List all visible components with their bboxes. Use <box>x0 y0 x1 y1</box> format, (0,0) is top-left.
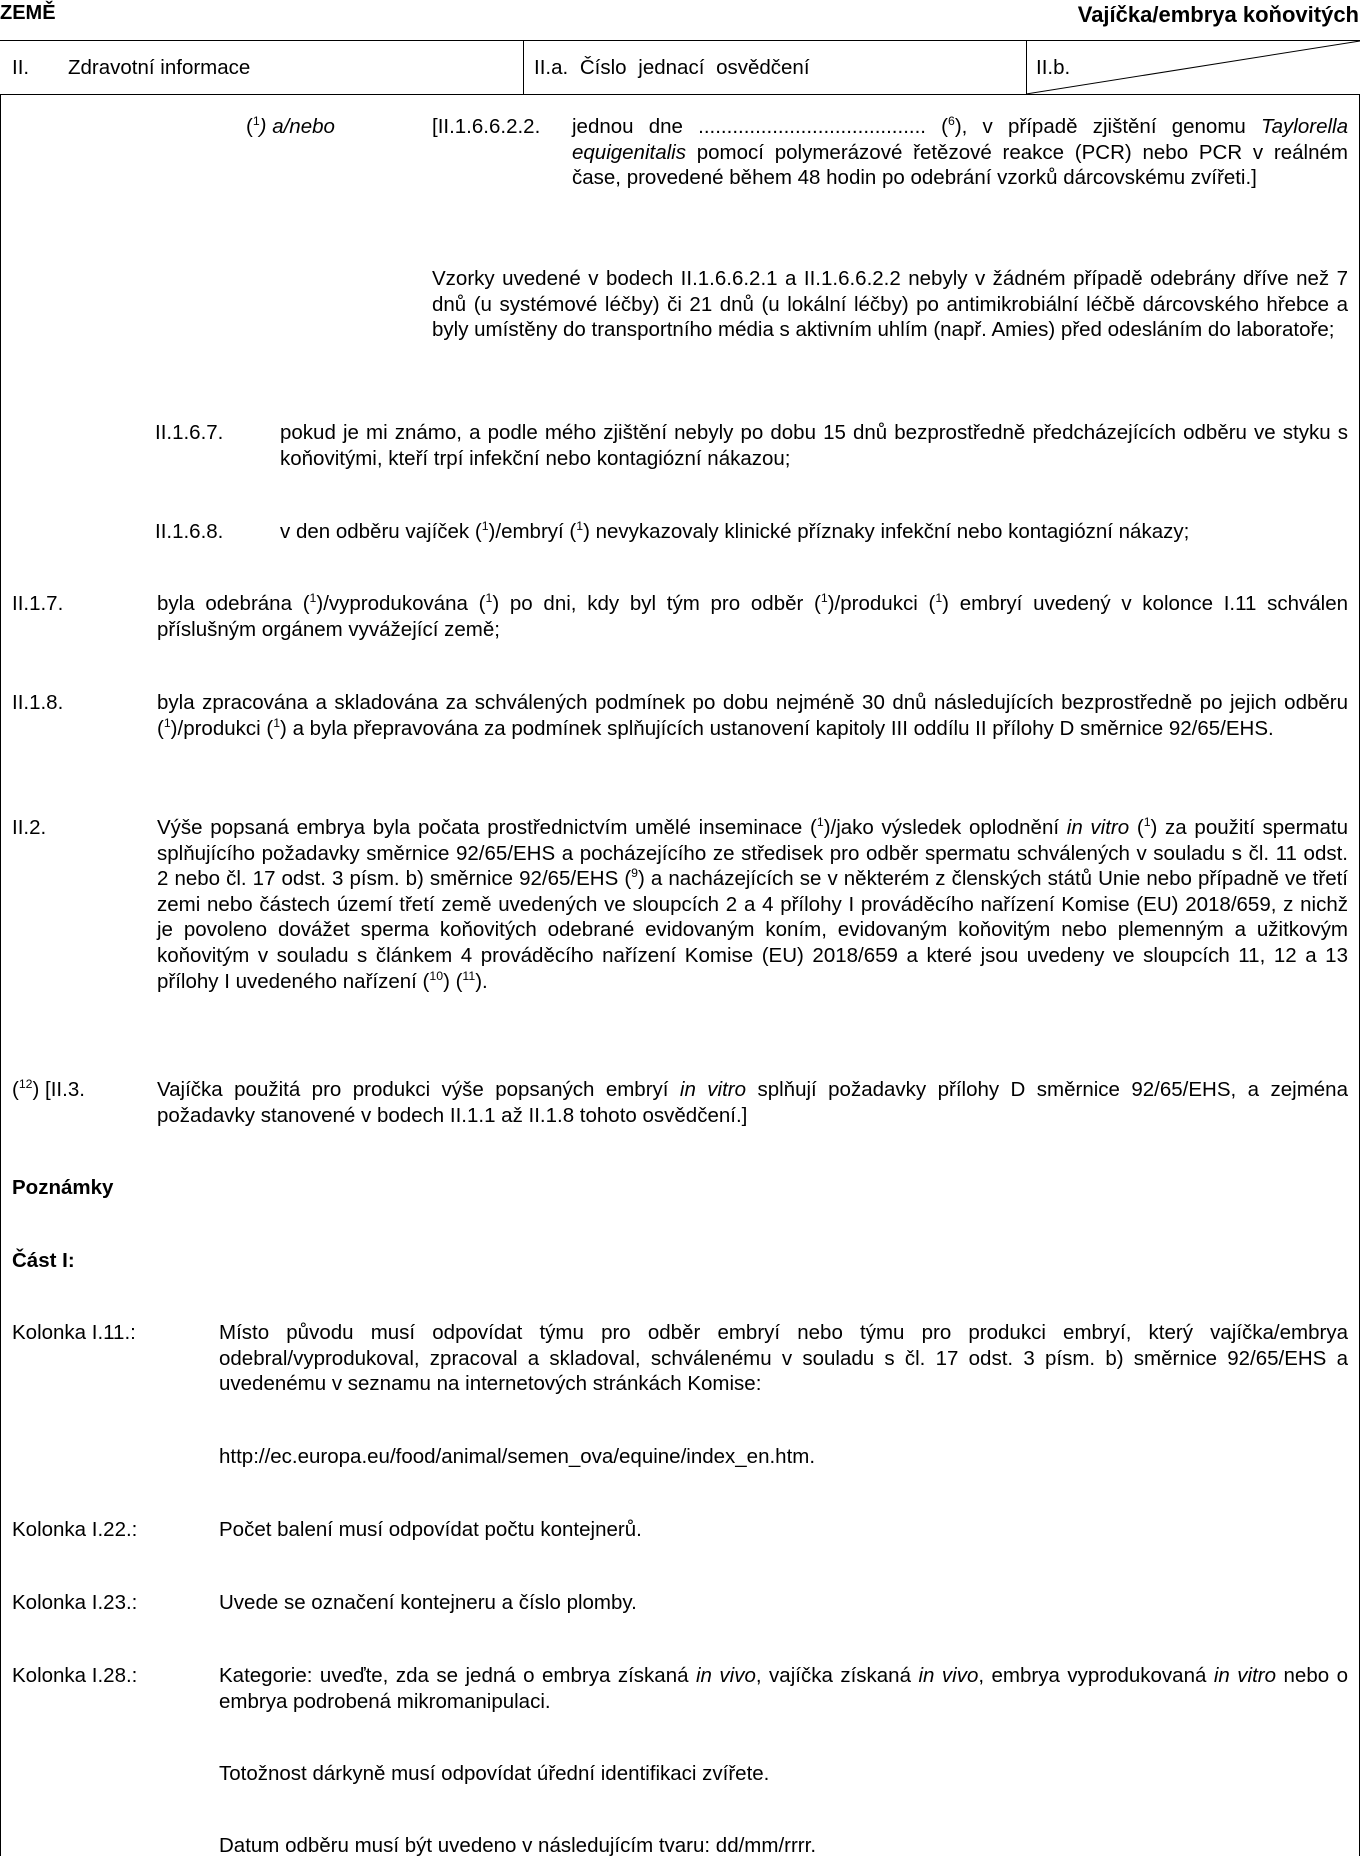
header-divider <box>523 41 524 94</box>
clause-text: byla odebrána ($^1$)/vyprodukována ($^1$) po dni, kdy byl tým pro odběr ($^1$)/produkci ($^1$) embryí uvedený v kolonce I.11 schválen příslušným orgánem vyvážející země; <box>157 591 1349 641</box>
clause-code: II.1.7. <box>12 592 64 615</box>
note-text: Uvede se označení kontejneru a číslo plomby. <box>219 1591 637 1614</box>
note-text: Místo původu musí odpovídat týmu pro odběr embryí nebo týmu pro produkci embryí, který vajíčka/embrya odebral/vyprodukoval, zpracoval a skladoval, schválenému v souladu s čl. 17 odst. 3 písm. b) směrnice 92/65/EHS a uvedenému v seznamu na internetových stránkách Komise: <box>219 1321 1348 1396</box>
clause-code: II.1.8. <box>12 691 64 714</box>
clause-text: v den odběru vajíček ($^1$)/embryí ($^1$) nevykazovaly klinické příznaky infekční nebo kontagiózní nákazy; <box>280 519 1190 543</box>
clause-text: Výše popsaná embrya byla počata prostřednictvím umělé inseminace ($^1$)/jako výsledek oplodnění in vitro ($^1$) za použití spermatu splňujícího požadavky směrnice 92/65/EHS a pocházejícího ze středisek pro odběr spermatu schválených v souladu s čl. 11 odst. 2 nebo čl. 17 odst. 3 písm. b) směrnice 92/65/EHS ($^9$) a nacházejících se v některém z členských států Unie nebo případně ve třetí zemi nebo částech území třetí země uvedených ve sloupcích 2 a 4 přílohy I prováděcího nařízení Komise (EU) 2018/659, z nichž je povoleno dovážet sperma koňovitých odebrané evidovaným koním, evidovaným koňovitým nebo plemenným a užitkovým koňovitým v souladu s článkem 4 prováděcího nařízení Komise (EU) 2018/659 a které jsou uvedeny ve sloupcích 11, 12 a 13 přílohy I uvedeného nařízení ($^{10}$) ($^{11}$). <box>157 815 1348 993</box>
commission-url: http://ec.europa.eu/food/animal/semen_ova/equine/index_en.htm. <box>219 1445 816 1468</box>
option-label: ($^1$) a/nebo <box>246 114 335 138</box>
clause-code: II.1.6.8. <box>155 520 224 543</box>
note-label: Kolonka I.23.: <box>12 1591 138 1614</box>
note-text: Počet balení musí odpovídat počtu kontejnerů. <box>219 1518 642 1541</box>
section-iib-label: II.b. <box>1036 56 1071 79</box>
note-label: Kolonka I.22.: <box>12 1518 138 1541</box>
clause-text: jednou dne ........................................ ($^6$), v případě zjištění genomu Taylorella equigenitalis pomocí polymerázové řetězové reakce (PCR) nebo PCR v reálném čase, provedené během 48 hodin po odebrání vzorků dárcovskému zvířeti.] <box>572 114 1348 190</box>
notes-heading: Poznámky <box>12 1176 114 1199</box>
clause-text: byla zpracována a skladována za schválených podmínek po dobu nejméně 30 dnů následujících bezprostředně po jejich odběru ($^1$)/produkci ($^1$) a byla přepravována za podmínek splňujících ustanovení kapitoly III oddílu II přílohy D směrnice 92/65/EHS. <box>157 691 1348 740</box>
note-text: Totožnost dárkyně musí odpovídat úřední identifikaci zvířete. <box>219 1762 770 1785</box>
certificate-reference-label: II.a. Číslo jednací osvědčení <box>534 56 810 79</box>
section-title: Zdravotní informace <box>68 56 251 79</box>
clause-code: [II.1.6.6.2.2. <box>432 115 541 138</box>
note-text: Kategorie: uveďte, zda se jedná o embrya získaná in vivo, vajíčka získaná in vivo, embrya vyprodukovaná in vitro nebo o embrya podrobená mikromanipulaci. <box>219 1664 1349 1713</box>
page-header <box>0 0 1361 30</box>
notes-part-heading: Část I: <box>12 1249 75 1272</box>
clause-code: II.2. <box>12 816 47 839</box>
clause-code: II.1.6.7. <box>155 421 224 444</box>
country-label: ZEMĚ <box>0 2 56 24</box>
section-number: II. <box>12 56 30 79</box>
note-label: Kolonka I.11.: <box>12 1321 136 1344</box>
note-label: Kolonka I.28.: <box>12 1664 138 1687</box>
clause-text: pokud je mi známo, a podle mého zjištění nebyly po dobu 15 dnů bezprostředně předcházejících odběru ve styku s koňovitými, kteří trpí infekční nebo kontagiózní nákazou; <box>280 421 1348 470</box>
clause-code: ($^{12}$) [II.3. <box>12 1077 85 1101</box>
samples-paragraph: Vzorky uvedené v bodech II.1.6.6.2.1 a II.1.6.6.2.2 nebyly v žádném případě odebrány dříve než 7 dnů (u systémové léčby) či 21 dnů (u lokální léčby) po antimikrobiální léčbě dárcovského hřebce a byly umístěny do transportního média s aktivním uhlím (např. Amies) před odesláním do laboratoře; <box>432 267 1348 342</box>
clause-text: Vajíčka použitá pro produkci výše popsaných embryí in vitro splňují požadavky přílohy D směrnice 92/65/EHS, a zejména požadavky stanovené v bodech II.1.1 až II.1.8 tohoto osvědčení.] <box>157 1078 1348 1127</box>
note-text: Datum odběru musí být uvedeno v následujícím tvaru: dd/mm/rrrr. <box>219 1834 817 1857</box>
frame-border-left <box>0 95 1 1856</box>
diagonal-strike <box>1026 41 1360 94</box>
section-header-row <box>0 40 1360 95</box>
frame-border-right <box>1359 95 1360 1856</box>
document-title: Vajíčka/embrya koňovitých <box>1077 2 1359 27</box>
